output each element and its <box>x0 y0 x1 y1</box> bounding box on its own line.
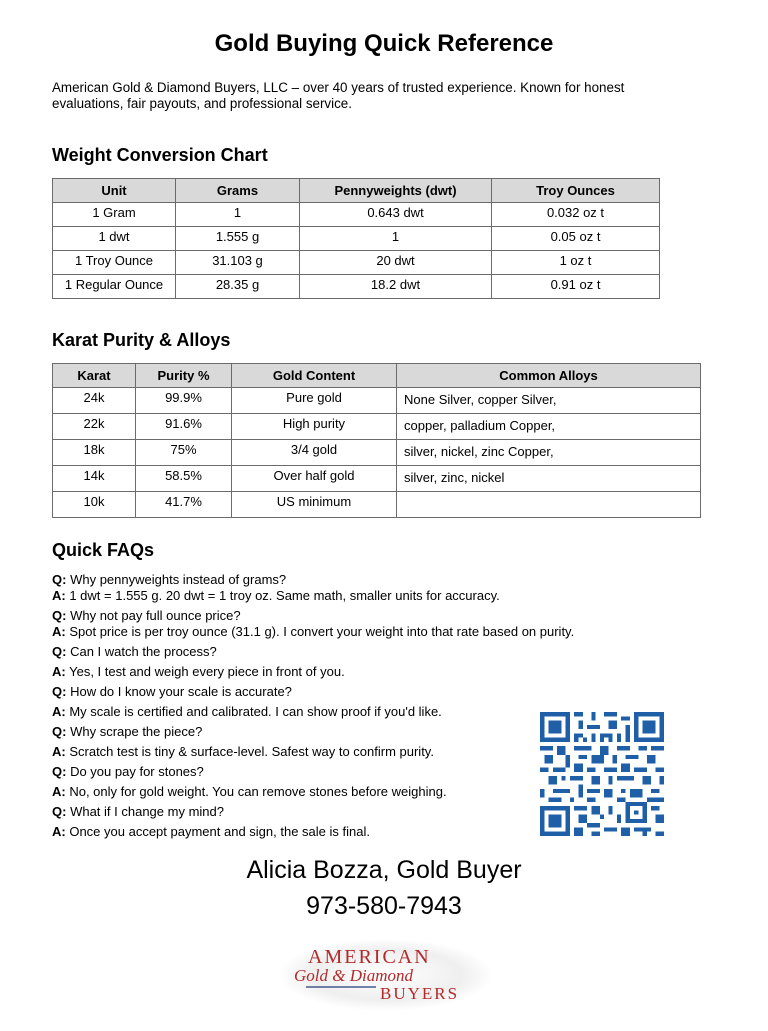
karat-purity-table <box>52 363 701 518</box>
faq-answer-text: Once you accept payment and sign, the sale is final. <box>69 824 370 839</box>
table-row <box>53 492 701 518</box>
table-cell: 1 dwt <box>53 227 176 251</box>
column-header: Grams <box>176 179 300 203</box>
table-row <box>53 227 660 251</box>
answer-label: A: <box>52 784 66 799</box>
table-cell: 1 Troy Ounce <box>53 251 176 275</box>
faq-question-text: What if I change my mind? <box>70 804 224 819</box>
question-label: Q: <box>52 724 67 739</box>
table-header-row <box>53 364 701 388</box>
question-label: Q: <box>52 684 67 699</box>
table-row <box>53 388 701 414</box>
company-logo <box>276 935 496 1013</box>
logo-line-buyers: BUYERS <box>380 984 460 1003</box>
table-cell: 20 dwt <box>300 251 492 275</box>
column-header: Common Alloys <box>397 364 701 388</box>
buyer-name: Alicia Bozza, Gold Buyer <box>246 856 522 884</box>
faq-answer-text: My scale is certified and calibrated. I can show proof if you'd like. <box>69 704 442 719</box>
faq-answer <box>52 588 652 604</box>
table-cell: 24k <box>53 388 136 414</box>
faq-answer <box>52 664 652 680</box>
table-cell <box>397 492 701 518</box>
faq-answer-text: Scratch test is tiny & surface-level. Safest way to confirm purity. <box>69 744 434 759</box>
faq-question <box>52 644 652 660</box>
qr-modules <box>540 712 664 836</box>
table-cell: 3/4 gold <box>232 440 397 466</box>
table-cell: silver, nickel, zinc Copper, <box>397 440 701 466</box>
table-cell: 75% <box>136 440 232 466</box>
table-row <box>53 466 701 492</box>
qr-code-icon[interactable] <box>540 712 664 836</box>
question-label: Q: <box>52 644 67 659</box>
question-label: Q: <box>52 804 67 819</box>
column-header: Purity % <box>136 364 232 388</box>
logo-line-gold-diamond: Gold & Diamond <box>294 966 413 985</box>
faq-question <box>52 572 652 588</box>
table-cell: 18.2 dwt <box>300 275 492 299</box>
table-cell: 1 oz t <box>492 251 660 275</box>
faq-answer-text: No, only for gold weight. You can remove stones before weighing. <box>69 784 447 799</box>
table-cell: 99.9% <box>136 388 232 414</box>
table-cell: 14k <box>53 466 136 492</box>
question-label: Q: <box>52 764 67 779</box>
buyer-phone[interactable]: 973-580-7943 <box>306 892 462 920</box>
table-cell: copper, palladium Copper, <box>397 414 701 440</box>
table-cell: 31.103 g <box>176 251 300 275</box>
table-cell: 1.555 g <box>176 227 300 251</box>
table-cell: 1 Regular Ounce <box>53 275 176 299</box>
weight-conversion-table <box>52 178 660 299</box>
table-header-row <box>53 179 660 203</box>
faq-question <box>52 608 652 624</box>
faq-answer-text: Spot price is per troy ounce (31.1 g). I convert your weight into that rate based on purity. <box>69 624 575 639</box>
answer-label: A: <box>52 704 66 719</box>
table-cell: 91.6% <box>136 414 232 440</box>
table-cell: 58.5% <box>136 466 232 492</box>
faq-answer-text: 1 dwt = 1.555 g. 20 dwt = 1 troy oz. Same math, smaller units for accuracy. <box>69 588 500 603</box>
question-label: Q: <box>52 608 67 623</box>
answer-label: A: <box>52 624 66 639</box>
faq-question-text: Why not pay full ounce price? <box>70 608 241 623</box>
table-cell: 0.032 oz t <box>492 203 660 227</box>
table-cell: 10k <box>53 492 136 518</box>
column-header: Karat <box>53 364 136 388</box>
faq-question <box>52 684 652 700</box>
faq-answer-text: Yes, I test and weigh every piece in front of you. <box>69 664 345 679</box>
table-cell: Pure gold <box>232 388 397 414</box>
table-cell: US minimum <box>232 492 397 518</box>
faq-question-text: Can I watch the process? <box>70 644 217 659</box>
logo-line-american: AMERICAN <box>308 946 431 968</box>
page-title: Gold Buying Quick Reference <box>214 30 554 57</box>
answer-label: A: <box>52 664 66 679</box>
faq-question-text: Why scrape the piece? <box>70 724 203 739</box>
column-header: Troy Ounces <box>492 179 660 203</box>
column-header: Pennyweights (dwt) <box>300 179 492 203</box>
table-cell: 22k <box>53 414 136 440</box>
table-cell: 41.7% <box>136 492 232 518</box>
table-cell: 1 Gram <box>53 203 176 227</box>
faq-question-text: Why pennyweights instead of grams? <box>70 572 287 587</box>
column-header: Unit <box>53 179 176 203</box>
answer-label: A: <box>52 824 66 839</box>
table-cell: 1 <box>300 227 492 251</box>
table-cell: High purity <box>232 414 397 440</box>
karat-section-heading: Karat Purity & Alloys <box>52 330 231 350</box>
faq-question-text: Do you pay for stones? <box>70 764 204 779</box>
faq-section-heading: Quick FAQs <box>52 540 155 560</box>
table-cell: 28.35 g <box>176 275 300 299</box>
faq-answer <box>52 624 652 640</box>
column-header: Gold Content <box>232 364 397 388</box>
table-cell: 0.91 oz t <box>492 275 660 299</box>
table-row <box>53 275 660 299</box>
table-row <box>53 414 701 440</box>
table-cell: 0.05 oz t <box>492 227 660 251</box>
table-row <box>53 203 660 227</box>
faq-question-text: How do I know your scale is accurate? <box>70 684 292 699</box>
answer-label: A: <box>52 744 66 759</box>
table-cell: 1 <box>176 203 300 227</box>
answer-label: A: <box>52 588 66 603</box>
table-cell: 18k <box>53 440 136 466</box>
table-row <box>53 440 701 466</box>
table-cell: None Silver, copper Silver, <box>397 388 701 414</box>
table-cell: Over half gold <box>232 466 397 492</box>
table-row <box>53 251 660 275</box>
intro-paragraph: American Gold & Diamond Buyers, LLC – over 40 years of trusted experience. Known for honest evaluations, fair payouts, and professional service. <box>52 80 625 111</box>
weight-section-heading: Weight Conversion Chart <box>52 145 268 165</box>
question-label: Q: <box>52 572 67 587</box>
table-cell: 0.643 dwt <box>300 203 492 227</box>
table-cell: silver, zinc, nickel <box>397 466 701 492</box>
